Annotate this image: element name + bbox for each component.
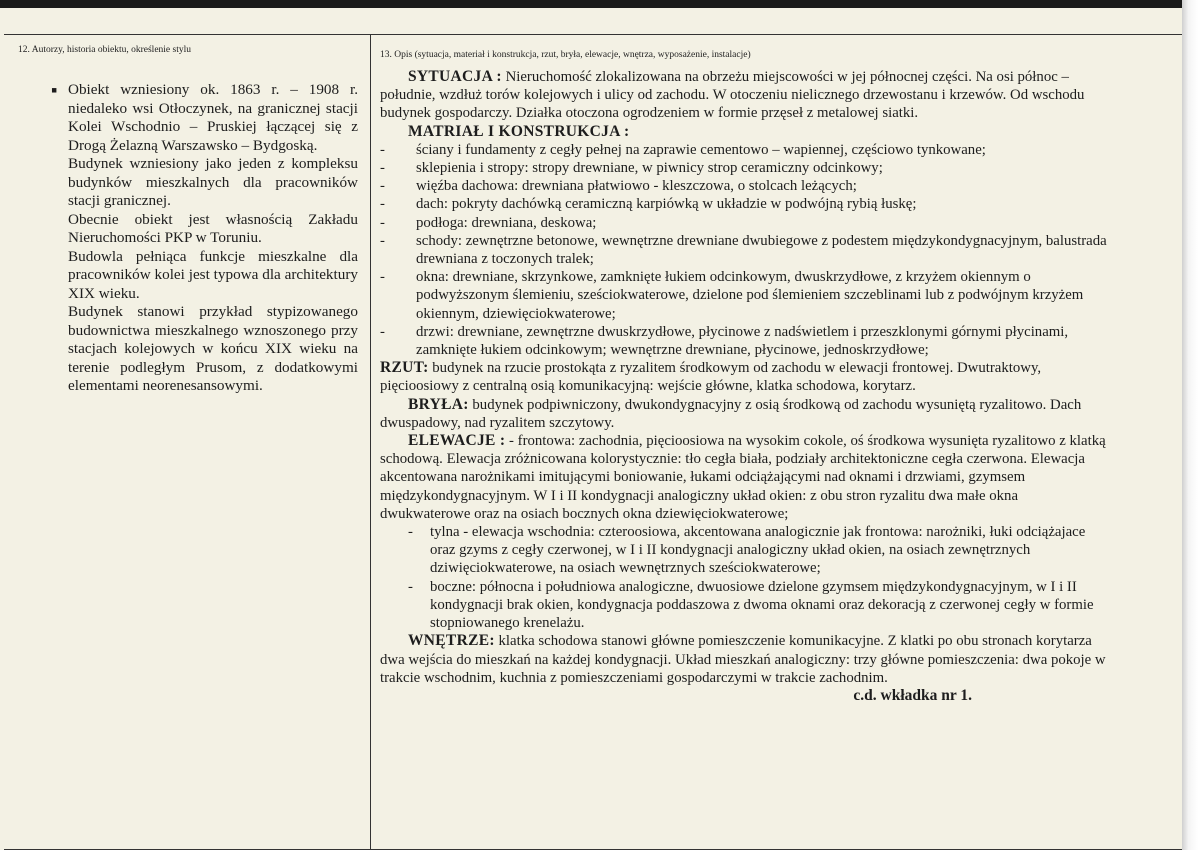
list-item: - sklepienia i stropy: stropy drewniane, w piwnicy strop ceramiczny odcinkowy; [380, 160, 883, 177]
list-item: - boczne: północna i południowa analogiczne, dwuosiowe dzielone gzymsem międzykondygnacyjnym, w I i II kondygnacji brak okien, kondygnacja poddaszowa z dwoma oknami oraz dekoracją z czerwonej cegły w formie stopniowanego krenelażu. [408, 578, 1094, 632]
bryla-section [380, 396, 1108, 432]
dash-marker: - [408, 578, 413, 595]
page-edge-shadow [1182, 0, 1198, 850]
history-paragraph: Budynek stanowi przykład stypizowanego budownictwa mieszkalnego wznoszonego przy stacjach kolejowych w końcu XIX wieku na terenie podległym Prusom, z dodatkowymi elementami neorenesansowymi. [68, 303, 358, 394]
material-section [380, 123, 1108, 141]
dash-marker: - [380, 214, 385, 231]
wnetrze-text: klatka schodowa stanowi główne pomieszczenie komunikacyjne. Z klatki po obu stronach korytarza dwa wejścia do mieszkań na każdej kondygnacji. Układ mieszkań analogiczny: trzy główne pomieszczenia: dwa pokoje w trakcie wschodnim, kuchnia z pomieszczeniami gospodarczymi w trakcie zachodnim. [380, 633, 1106, 686]
rzut-label: RZUT: [380, 359, 429, 377]
dash-marker: - [408, 524, 413, 541]
document-sheet [0, 8, 1182, 850]
history-paragraph: Obiekt wzniesiony ok. 1863 r. – 1908 r. niedaleko wsi Otłoczynek, na granicznej stacji Kolei Wschodnio – Pruskiej łączącej się z Drogą Żelazną Warszawsko – Bydgoską. [68, 81, 358, 154]
dash-marker: - [380, 323, 385, 340]
description-text [380, 68, 1108, 704]
right-column-heading: 13. Opis (sytuacja, materiał i konstrukcja, rzut, bryła, elewacje, wnętrza, wyposażenie, instalacje) [380, 50, 751, 60]
elewacje-label: ELEWACJE : [408, 432, 506, 450]
bullet-icon: ▪ [51, 80, 58, 100]
column-divider [370, 34, 371, 850]
history-paragraph: Budowla pełniąca funkcje mieszkalne dla pracowników kolei jest typowa dla architektury XIX wieku. [68, 247, 358, 302]
bryla-text: budynek podpiwniczony, dwukondygnacyjny z osią środkową od zachodu wysuniętą ryzalitowo. Dach dwuspadowy, nad ryzalitem szczytowy. [380, 396, 1082, 431]
continuation-note: c.d. wkładka nr 1. [853, 686, 972, 704]
list-item: - podłoga: drewniana, deskowa; [380, 214, 597, 231]
list-item: - drzwi: drewniane, zewnętrzne dwuskrzydłowe, płycinowe z nadświetlem i przeszklonymi górnymi płycinami, zamknięte łukiem odcinkowym; wewnętrzne drewniane, płycinowe, jednoskrzydłowe; [380, 323, 1069, 359]
sytuacja-section [380, 68, 1108, 123]
rzut-text: budynek na rzucie prostokąta z ryzalitem środkowym od zachodu w elewacji frontowej. Dwutraktowy, pięcioosiowy z centralną osią komunikacyjną: wejście główne, klatka schodowa, korytarz. [380, 360, 1042, 395]
dash-marker: - [380, 196, 385, 213]
list-item: - tylna - elewacja wschodnia: czteroosiowa, akcentowana analogicznie jak frontowa: narożniki, łuki odciążajace oraz gzyms z cegły czerwonej, w I i II kondygnacji analogiczny układ okien, na osiach zewnętrznych dziwięciokwaterowe, na osiach wewnętrznych sześciokwaterowe; [408, 524, 1086, 577]
dash-marker: - [380, 160, 385, 177]
material-list [380, 141, 1108, 359]
list-item: - schody: zewnętrzne betonowe, wewnętrzne drewniane dwubiegowe z podestem międzykondygnacyjnym, balustrada drewniana z toczonych tralek; [380, 232, 1107, 268]
history-paragraph: Obecnie obiekt jest własnością Zakładu Nieruchomości PKP w Toruniu. [68, 210, 358, 246]
dash-marker: - [380, 232, 385, 249]
wnetrze-label: WNĘTRZE: [408, 632, 495, 650]
list-item: - więźba dachowa: drewniana płatwiowo - kleszczowa, o stolcach leżących; [380, 178, 857, 195]
dash-marker: - [380, 141, 385, 158]
history-text [51, 80, 358, 396]
list-item: - okna: drewniane, skrzynkowe, zamknięte łukiem odcinkowym, dwuskrzydłowe, z krzyżem okiennym o podwyższonym ślemieniu, sześciokwaterowe, dzielone pod ślemieniem szczeblinami lub z podwójnym krzyżem okiennym, dziewięciokwaterowe; [380, 269, 1084, 322]
material-label: MATRIAŁ I KONSTRUKCJA : [408, 122, 630, 140]
list-item: - ściany i fundamenty z cegły pełnej na zaprawie cementowo – wapiennej, częściowo tynkowane; [380, 141, 986, 158]
left-column-heading: 12. Autorzy, historia obiektu, określenie stylu [18, 45, 191, 55]
sytuacja-text: Nieruchomość zlokalizowana na obrzeżu miejscowości w jej północnej części. Na osi północ – południe, wzdłuż torów kolejowych i ulicy od zachodu. W otoczeniu nielicznego drzewostanu i krzewów. Od wschodu budynek gospodarczy. Działka otoczona ogrodzeniem w formie przęseł z metalowej siatki. [380, 69, 1085, 122]
list-item: - dach: pokryty dachówką ceramiczną karpiówką w układzie w podwójną rybią łuskę; [380, 196, 917, 213]
elewacje-section [380, 432, 1108, 523]
bryla-label: BRYŁA: [408, 395, 469, 413]
wnetrze-section [380, 632, 1108, 687]
dash-marker: - [380, 178, 385, 195]
dash-marker: - [380, 269, 385, 286]
history-paragraph: Budynek wzniesiony jako jeden z kompleksu budynków mieszkalnych dla pracowników stacji granicznej. [68, 155, 358, 209]
rzut-section [380, 359, 1108, 395]
elewacje-text: - frontowa: zachodnia, pięcioosiowa na wysokim cokole, oś środkowa wysunięta ryzalitowo z klatką schodową. Elewacja zróżnicowana kolorystycznie: tło cegła biała, podziały architektoniczne cegła czerwona. Elewacja akcentowana narożnikami imitującymi boniowanie, łukami odciążającymi nad oknami i drzwiami, gzymsem międzykondygnacyjnym. W I i II kondygnacji analogiczny układ okien: z obu stron ryzalitu dwa małe okna dwukwaterowe oraz na osiach bocznych okna dziewięciokwaterowe; [380, 433, 1106, 522]
elewacje-list [380, 523, 1108, 632]
sytuacja-label: SYTUACJA : [408, 68, 502, 85]
